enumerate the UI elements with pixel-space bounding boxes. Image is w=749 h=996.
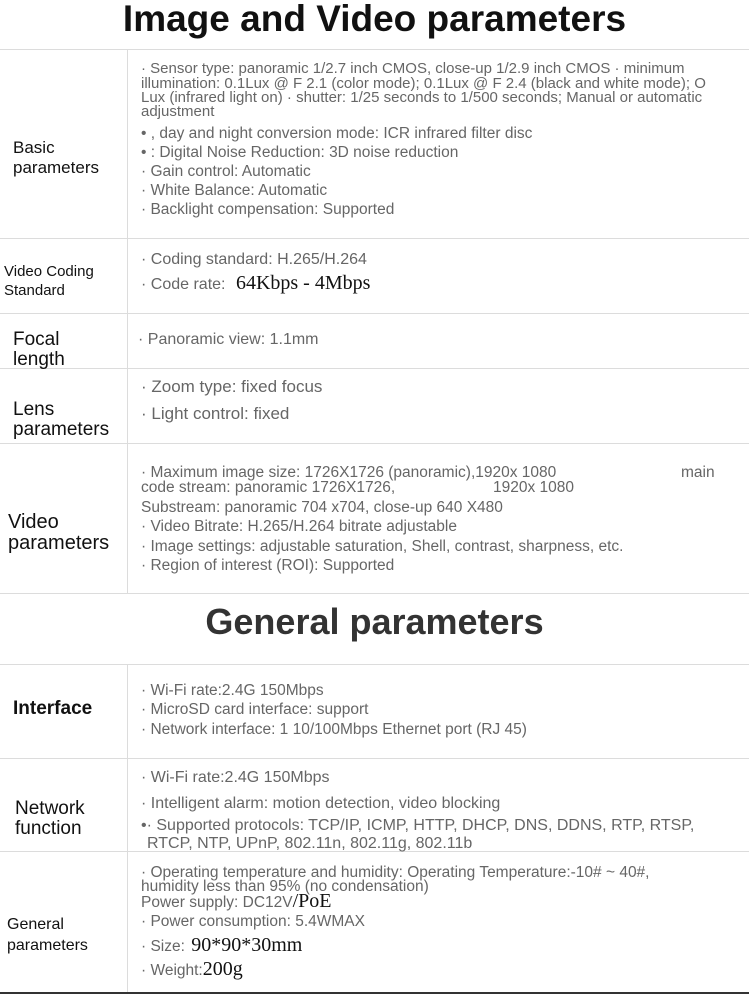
spec-line: • : Digital Noise Reduction: 3D noise reduction [141,144,459,161]
row-label-line: Lens [13,399,55,420]
section-heading-general: General parameters [205,601,544,642]
row-label-line: Video Coding [4,263,94,280]
row-divider [0,49,749,50]
row-divider [0,664,749,665]
spec-line: · Image settings: adjustable saturation, Shell, contrast, sharpness, etc. [141,538,624,555]
row-label-general-parameters [7,914,88,956]
spec-line: · Intelligent alarm: motion detection, video blocking [141,795,501,812]
spec-line: · Wi-Fi rate:2.4G 150Mbps [141,682,324,699]
spec-line: · Light control: fixed [141,404,290,423]
column-divider [127,664,128,992]
spec-line: Substream: panoramic 704 x704, close-up 640 X480 [141,499,503,516]
spec-line: humidity less than 95% (no condensation) [141,878,429,895]
spec-line: RTCP, NTP, UPnP, 802.11n, 802.11g, 802.11b [147,835,473,852]
row-label-line: parameters [13,419,110,440]
spec-line: · Power consumption: 5.4WMAX [141,913,365,930]
size-value: 90*90*30mm [191,934,303,956]
spec-line: · MicroSD card interface: support [141,701,369,718]
code-rate-value: 64Kbps - 4Mbps [235,272,371,294]
spec-line [141,958,243,980]
row-label-line: Network [15,798,85,819]
row-label-interface [13,699,92,719]
spec-line: · Network interface: 1 10/100Mbps Ethernet port (RJ 45) [141,721,527,738]
spec-line: · Sensor type: panoramic 1/2.7 inch CMOS, close-up 1/2.9 inch CMOS · minimum [141,60,685,77]
spec-line: · Coding standard: H.265/H.264 [141,251,367,268]
spec-line: •· Supported protocols: TCP/IP, ICMP, HTTP, DHCP, DNS, DDNS, RTP, RTSP, [141,817,695,834]
spec-line: Lux (infrared light on) · shutter: 1/25 seconds to 1/500 seconds; Manual or automatic [141,89,703,106]
spec-line [141,890,332,912]
row-label-line: Standard [4,282,65,299]
row-label-line: Basic [13,138,55,157]
spec-line: illumination: 0.1Lux @ F 2.1 (color mode); 0.1Lux @ F 2.4 (black and white mode); O [141,75,706,92]
row-label-video-parameters [8,512,109,554]
spec-line: · White Balance: Automatic [141,182,328,199]
spec-line: · Region of interest (ROI): Supported [141,557,395,574]
row-divider [0,368,749,369]
row-label-network-function [15,799,85,839]
row-label-line: parameters [7,937,88,954]
section-heading-image-video: Image and Video parameters [122,0,627,39]
spec-line: · Operating temperature and humidity: Operating Temperature:-10# ~ 40#, [141,864,650,881]
row-label-line: length [13,349,65,370]
spec-line: · Video Bitrate: H.265/H.264 bitrate adjustable [141,518,457,535]
row-label-line: Interface [13,698,93,719]
size-label: · Size: [141,938,185,955]
row-label-focal-length [13,330,65,370]
spec-line: · Zoom type: fixed focus [141,377,323,396]
row-divider [0,313,749,314]
power-supply-suffix: /PoE [292,890,332,912]
weight-label: · Weight: [141,962,203,979]
spec-line: adjustment [141,103,215,120]
spec-line [141,934,303,956]
row-label-line: parameters [8,532,110,554]
spec-line: • , day and night conversion mode: ICR infrared filter disc [141,125,533,142]
row-divider [0,238,749,239]
row-label-line: function [15,818,82,839]
spec-line: · Panoramic view: 1.1mm [138,331,319,348]
bottom-border [0,992,749,994]
code-rate-label: · Code rate: [141,276,226,293]
row-divider [0,593,749,594]
spec-line: code stream: panoramic 1726X1726, [141,479,396,496]
row-label-line: Video [8,511,59,533]
column-divider [127,49,128,593]
row-label-line: General [7,916,64,933]
row-divider [0,758,749,759]
row-label-lens-parameters [13,400,109,440]
spec-line: · Wi-Fi rate:2.4G 150Mbps [141,769,330,786]
weight-value: 200g [202,958,243,980]
row-label-line: parameters [13,158,99,177]
row-label-video-coding-standard [4,262,94,300]
row-label-basic-parameters [13,138,99,178]
spec-line: main [681,464,715,481]
spec-line: · Backlight compensation: Supported [141,201,395,218]
spec-line: · Gain control: Automatic [141,163,311,180]
spec-line: 1920x 1080 [493,479,575,496]
row-label-line: Focal [13,329,60,350]
row-divider [0,443,749,444]
power-supply-label: Power supply: DC12V [141,894,293,911]
spec-line: · Maximum image size: 1726X1726 (panoramic),1920x 1080 [141,464,557,481]
spec-line [141,272,371,294]
